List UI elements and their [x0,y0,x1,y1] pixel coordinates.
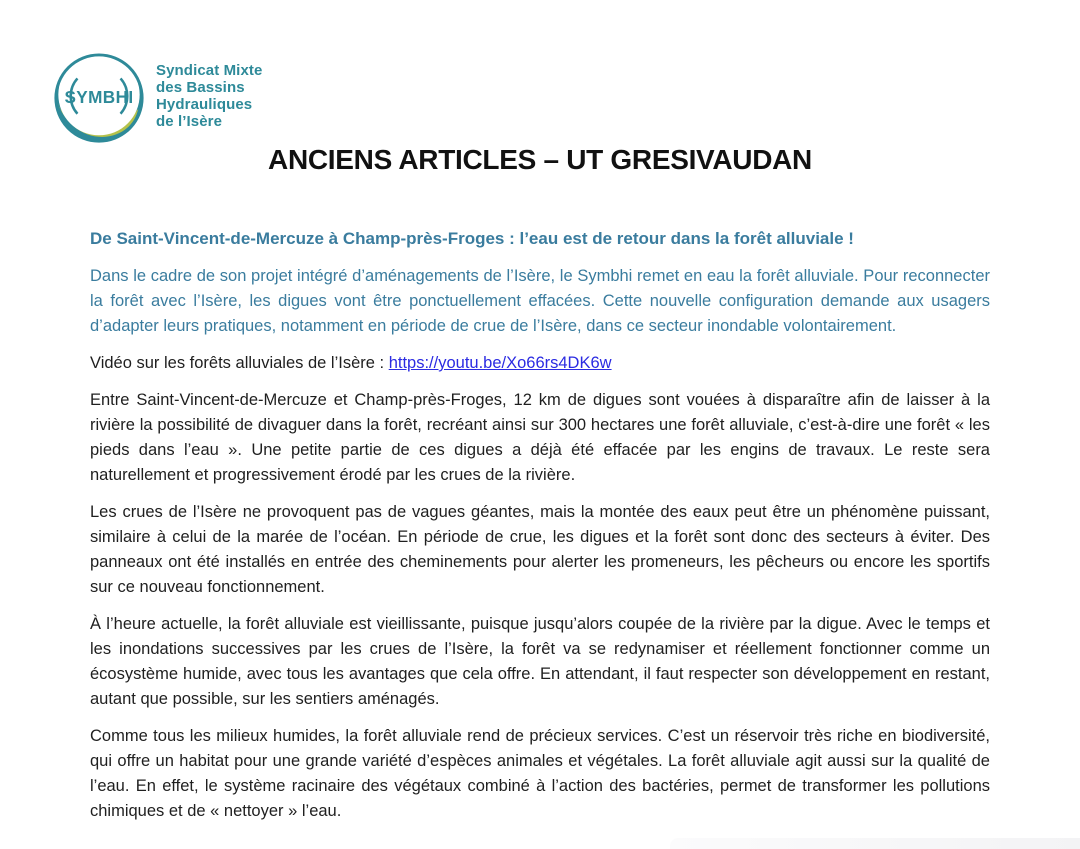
page-title: ANCIENS ARTICLES – UT GRESIVAUDAN [268,144,812,175]
article-paragraph: Entre Saint-Vincent-de-Mercuze et Champ-près-Froges, 12 km de digues sont vouées à disparaître afin de laisser à la rivière la possibilité de divaguer dans la forêt, recréant ainsi sur 300 hectares une forêt alluviale, c’est-à-dire une forêt « les pieds dans l’eau ». Une petite partie de ces digues a déjà été effacée par les engins de travaux. Le reste sera naturellement et progressivement érodé par les crues de la rivière. [90,391,990,484]
window-edge-band [670,838,1080,849]
logo-org-line: Hydrauliques [156,96,253,113]
logo-acronym: SYMBHI [64,86,134,107]
logo-org-line: de l’Isère [156,113,223,130]
video-line [90,351,990,376]
article-lead-paragraph: Dans le cadre de son projet intégré d’aménagements de l’Isère, le Symbhi remet en eau la forêt alluviale. Pour reconnecter la forêt avec l’Isère, les digues vont être ponctuellement effacées. Cette nouvelle configuration demande aux usagers d’adapter leurs pratiques, notamment en période de crue de l’Isère, dans ce secteur inondable volontairement. [90,267,990,335]
article-paragraph: Comme tous les milieux humides, la forêt alluviale rend de précieux services. C’est un réservoir très riche en biodiversité, qui offre un habitat pour une grande variété d’espèces animales et végétales. La forêt alluviale agit aussi sur la qualité de l’eau. En effet, le système racinaire des végétaux combiné à l’action des bactéries, permet de transformer les pollutions chimiques et de « nettoyer » l’eau. [90,727,990,820]
video-link[interactable]: https://youtu.be/Xo66rs4DK6w [388,354,612,372]
org-logo [50,52,262,150]
logo-org-line: Syndicat Mixte [156,62,263,79]
article-body [90,227,990,836]
symbhi-logo-icon [50,52,148,150]
logo-org-line: des Bassins [156,79,245,96]
video-label: Vidéo sur les forêts alluviales de l’Isère : [90,354,389,372]
article-paragraph: À l’heure actuelle, la forêt alluviale est vieillissante, puisque jusqu’alors coupée de la rivière par la digue. Avec le temps et les inondations successives par les crues de l’Isère, la forêt va se redynamiser et réellement fonctionner comme un écosystème humide, avec tous les avantages que cela offre. En attendant, il faut respecter son développement en restant, autant que possible, sur les sentiers aménagés. [90,615,990,708]
article-headline: De Saint-Vincent-de-Mercuze à Champ-près-Froges : l’eau est de retour dans la forêt alluviale ! [90,229,854,248]
logo-org-name [156,62,262,130]
article-paragraph: Les crues de l’Isère ne provoquent pas de vagues géantes, mais la montée des eaux peut être un phénomène puissant, similaire à celui de la marée de l’océan. En période de crue, les digues et la forêt sont donc des secteurs à éviter. Des panneaux ont été installés en entrée des cheminements pour alerter les promeneurs, les pêcheurs ou encore les sportifs sur ce nouveau fonctionnement. [90,503,990,596]
